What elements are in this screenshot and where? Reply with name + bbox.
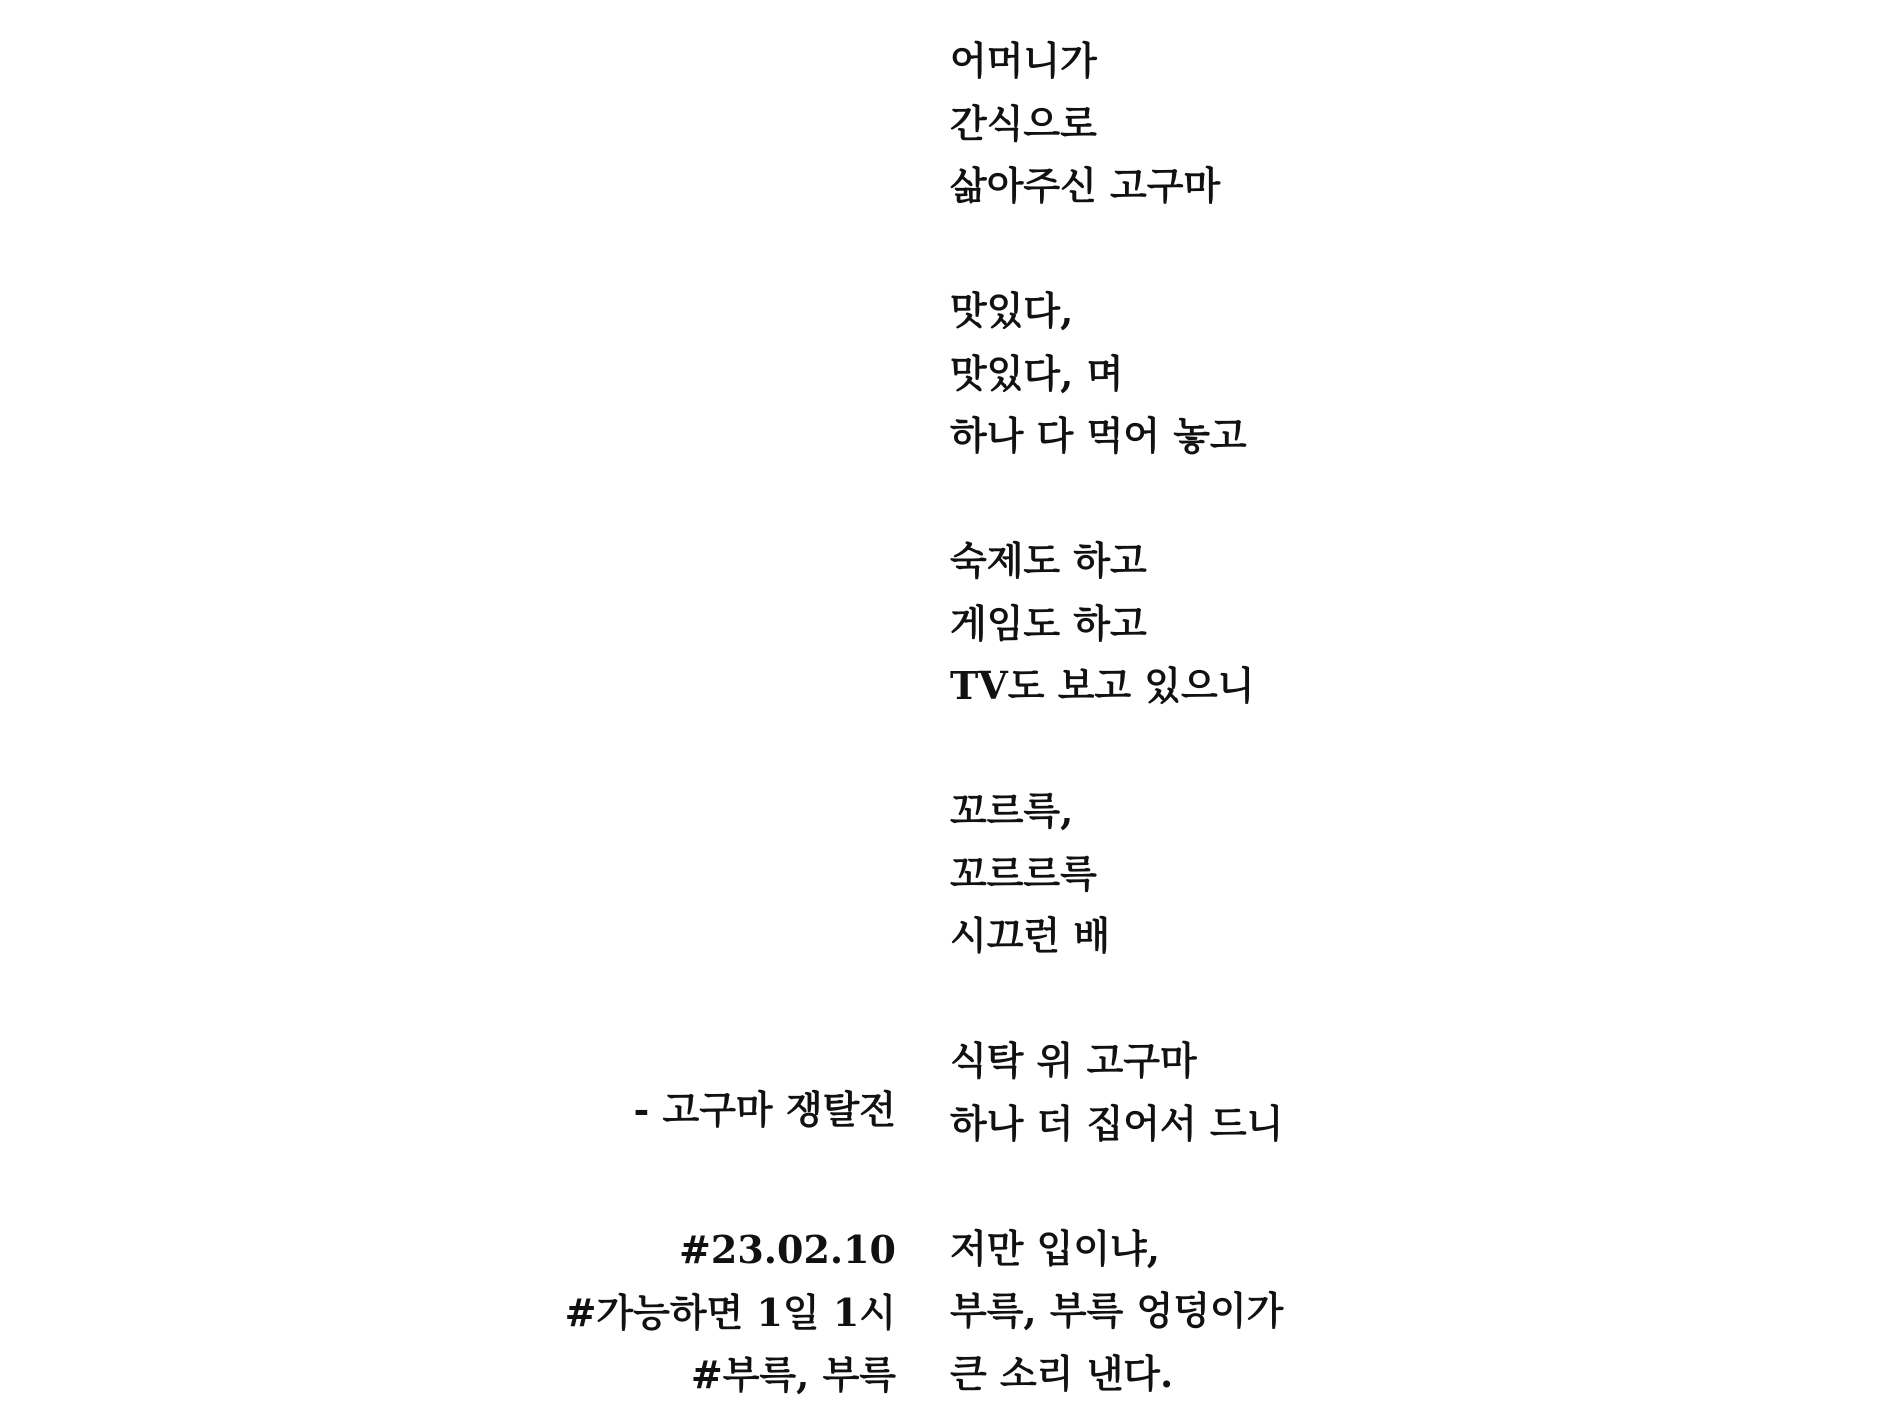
poem-line: 하나 다 먹어 놓고 [950,413,1247,458]
hashtag-keyword: #부륵, 부륵 [690,1352,896,1397]
poem-line: 어머니가 [950,38,1097,83]
hashtag-list [396,1219,896,1407]
stanza-gap [950,968,1650,1031]
poem-line: 큰 소리 낸다. [950,1350,1174,1396]
poem-line: 맛있다, 며 [950,350,1124,396]
hashtag-date: #23.02.10 [679,1227,896,1272]
stanza-2 [950,280,1650,468]
stanza-6 [950,1218,1650,1406]
stanza-4 [950,780,1650,968]
poem-line: 식탁 위 고구마 [950,1038,1197,1083]
poem-title: - 고구마 쟁탈전 [633,1087,896,1132]
poem-line: 삶아주신 고구마 [950,163,1221,208]
poem-line: TV도 보고 있으니 [950,663,1255,708]
poem-line: 부륵, 부륵 엉덩이가 [950,1288,1284,1333]
poem-line: 간식으로 [950,100,1097,146]
poem-body [950,30,1650,1405]
poem-line: 꼬르르륵 [950,850,1097,896]
poem-line: 꼬르륵, [950,788,1074,833]
stanza-gap [950,218,1650,281]
stanza-3 [950,530,1650,718]
poem-line: 숙제도 하고 [950,538,1147,583]
poem-line: 저만 입이냐, [950,1225,1160,1271]
stanza-gap [950,468,1650,531]
poem-line: 시끄런 배 [950,913,1111,958]
hashtag-note: #가능하면 1일 1시 [564,1289,896,1335]
poem-line: 게임도 하고 [950,600,1147,646]
stanza-1 [950,30,1650,218]
poem-line: 하나 더 집어서 드니 [950,1100,1284,1146]
stanza-5 [950,1030,1650,1155]
stanza-gap [950,718,1650,781]
poem-line: 맛있다, [950,288,1074,333]
stanza-gap [950,1155,1650,1218]
